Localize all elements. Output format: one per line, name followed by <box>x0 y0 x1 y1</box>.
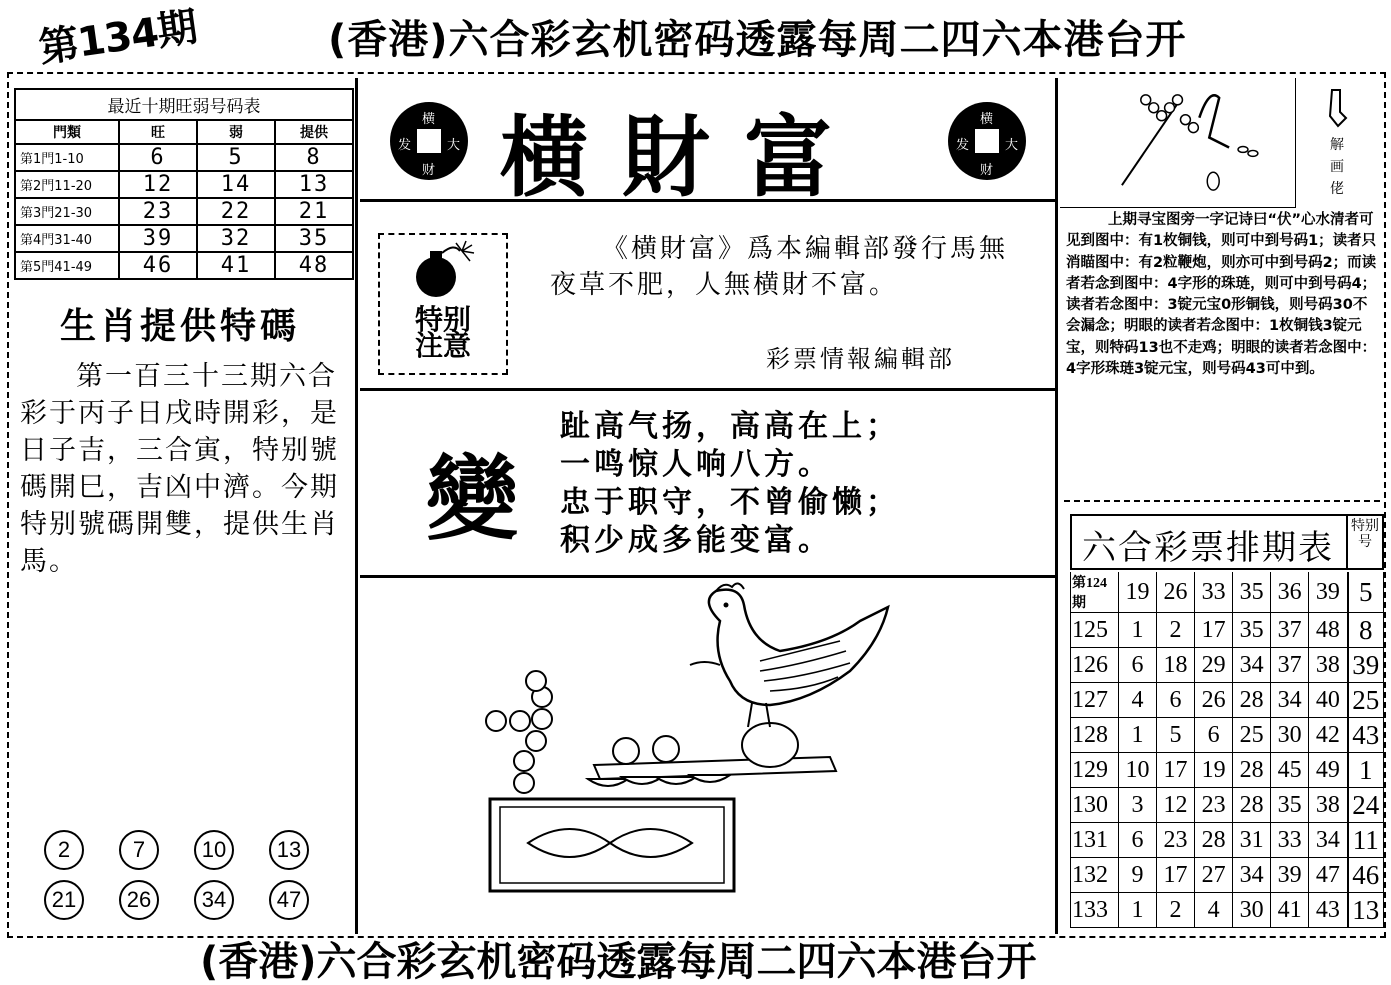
poem-line: 忠于职守，不曾偷懒； <box>560 485 900 520</box>
notice-box <box>378 233 508 375</box>
number-cell: 41 <box>1271 893 1309 928</box>
poem-line: 一鸣惊人响八方。 <box>560 447 832 482</box>
cell-value: 48 <box>275 252 353 279</box>
issue-cell: 133 <box>1071 893 1119 928</box>
row-label: 第1門1-10 <box>15 144 119 171</box>
schedule-table <box>1070 572 1384 928</box>
issue-cell: 129 <box>1071 753 1119 788</box>
issue-cell: 126 <box>1071 648 1119 683</box>
table-row <box>1071 858 1384 893</box>
table-row <box>15 144 353 171</box>
cell-value: 21 <box>275 198 353 225</box>
cell-value: 41 <box>197 252 275 279</box>
special-number-cell: 13 <box>1348 893 1384 928</box>
number-cell: 31 <box>1233 823 1271 858</box>
number-cell: 48 <box>1309 613 1348 648</box>
issue-cell: 127 <box>1071 683 1119 718</box>
number-cell: 34 <box>1309 823 1348 858</box>
poem-line: 积少成多能变富。 <box>560 523 832 558</box>
notice-label: 特别 注意 <box>414 303 471 362</box>
cell-value: 32 <box>197 225 275 252</box>
number-cell: 37 <box>1271 613 1309 648</box>
number-cell: 4 <box>1119 683 1157 718</box>
table-row <box>1071 753 1384 788</box>
schedule-title: 六合彩票排期表 <box>1082 528 1334 568</box>
row-label: 第5門41-49 <box>15 252 119 279</box>
cell-value: 35 <box>275 225 353 252</box>
cell-value: 46 <box>119 252 197 279</box>
issue-cell: 131 <box>1071 823 1119 858</box>
number-cell: 33 <box>1195 572 1233 613</box>
cell-value: 14 <box>197 171 275 198</box>
zodiac-title: 生肖提供特碼 <box>59 306 300 347</box>
cell-value: 5 <box>197 144 275 171</box>
number-cell: 9 <box>1119 858 1157 893</box>
number-cell: 6 <box>1195 718 1233 753</box>
number-cell: 2 <box>1157 613 1195 648</box>
cell-value: 12 <box>119 171 197 198</box>
number-cell: 43 <box>1309 893 1348 928</box>
poem-line: 趾高气扬，高高在上； <box>560 409 900 444</box>
special-number-cell: 11 <box>1348 823 1384 858</box>
number-cell: 34 <box>1233 648 1271 683</box>
issue-cell: 132 <box>1071 858 1119 893</box>
number-cell: 19 <box>1195 753 1233 788</box>
number-cell: 30 <box>1233 893 1271 928</box>
issue-number: 第134期 <box>36 4 200 72</box>
number-cell: 1 <box>1119 893 1157 928</box>
pointing-hand-icon <box>1324 86 1350 130</box>
strength-table <box>14 88 354 280</box>
cell-value: 6 <box>119 144 197 171</box>
poem-character: 變 <box>426 445 519 553</box>
number-ball: 7 <box>119 830 159 870</box>
number-cell: 23 <box>1195 788 1233 823</box>
row-label: 第4門31-40 <box>15 225 119 252</box>
number-cell: 27 <box>1195 858 1233 893</box>
special-number-cell: 1 <box>1348 753 1384 788</box>
bomb-icon <box>410 241 480 301</box>
coin-icon: 横 大 财 发 <box>948 102 1026 180</box>
number-cell: 29 <box>1195 648 1233 683</box>
issue-cell: 第124期 <box>1071 572 1119 613</box>
zodiac-body: 第一百三十三期六合彩于丙子日戌時開彩，是日子吉，三合寅，特别號碼開巳，吉凶中濟。今期特别號碼開雙，提供生肖馬。 <box>20 361 339 577</box>
number-cell: 33 <box>1271 823 1309 858</box>
number-ball: 47 <box>269 880 309 920</box>
number-cell: 26 <box>1195 683 1233 718</box>
number-cell: 47 <box>1309 858 1348 893</box>
masthead <box>360 78 1055 209</box>
cell-value: 23 <box>119 198 197 225</box>
number-cell: 36 <box>1271 572 1309 613</box>
number-cell: 45 <box>1271 753 1309 788</box>
number-cell: 28 <box>1195 823 1233 858</box>
issue-cell: 128 <box>1071 718 1119 753</box>
rooster-illustration <box>360 581 1055 934</box>
number-cell: 1 <box>1119 613 1157 648</box>
number-ball: 10 <box>194 830 234 870</box>
special-number-cell: 39 <box>1348 648 1384 683</box>
number-cell: 17 <box>1195 613 1233 648</box>
number-ball: 34 <box>194 880 234 920</box>
strength-table-header <box>15 120 353 144</box>
poem-section <box>360 394 1055 578</box>
number-cell: 5 <box>1157 718 1195 753</box>
number-cell: 35 <box>1233 572 1271 613</box>
issue-cell: 125 <box>1071 613 1119 648</box>
cell-value: 22 <box>197 198 275 225</box>
number-cell: 19 <box>1119 572 1157 613</box>
schedule-header <box>1070 514 1384 570</box>
number-cell: 38 <box>1309 648 1348 683</box>
column-header: 提供 <box>275 120 353 144</box>
number-ball: 26 <box>119 880 159 920</box>
number-cell: 17 <box>1157 858 1195 893</box>
number-cell: 39 <box>1271 858 1309 893</box>
riddle-text: 上期寻宝图旁一字记诗曰“伏”心水清者可见到图中：有1枚铜钱，则可中到号码1；读者只消瞄图中：有2粒鞭炮，则亦可中到号码2；而读者若念到图中：4字形的珠琏，则可中到号码4；读者若念图中：3锭元宝0形铜钱，则号码30不会漏念；明眼的读者若念图中：1枚铜钱3锭元宝，则特码13也不走鸡；明眼的读者若念图中：4字形珠琏3锭元宝，则号码43可中到。 <box>1064 210 1380 502</box>
table-row <box>15 171 353 198</box>
table-row <box>15 252 353 279</box>
page-header <box>0 0 1391 72</box>
masthead-title: 横財富 <box>500 105 867 209</box>
number-cell: 35 <box>1271 788 1309 823</box>
table-row <box>1071 823 1384 858</box>
cell-value: 13 <box>275 171 353 198</box>
poem-lines <box>560 408 900 560</box>
cell-value: 39 <box>119 225 197 252</box>
number-cell: 2 <box>1157 893 1195 928</box>
table-row <box>1071 648 1384 683</box>
table-row <box>1071 718 1384 753</box>
row-label: 第3門21-30 <box>15 198 119 225</box>
number-cell: 4 <box>1195 893 1233 928</box>
number-cell: 28 <box>1233 753 1271 788</box>
number-cell: 6 <box>1119 823 1157 858</box>
number-cell: 6 <box>1119 648 1157 683</box>
number-cell: 49 <box>1309 753 1348 788</box>
special-number-cell: 46 <box>1348 858 1384 893</box>
ball-grid <box>44 830 344 920</box>
middle-column <box>360 78 1058 934</box>
footer-text: (香港)六合彩玄机密码透露每周二四六本港台开 <box>200 939 1037 985</box>
special-number-cell: 8 <box>1348 613 1384 648</box>
number-cell: 23 <box>1157 823 1195 858</box>
special-number-cell: 24 <box>1348 788 1384 823</box>
number-ball: 2 <box>44 830 84 870</box>
number-cell: 34 <box>1271 683 1309 718</box>
number-cell: 1 <box>1119 718 1157 753</box>
issue-cell: 130 <box>1071 788 1119 823</box>
column-header: 弱 <box>197 120 275 144</box>
number-ball: 21 <box>44 880 84 920</box>
cell-value: 8 <box>275 144 353 171</box>
number-cell: 28 <box>1233 683 1271 718</box>
number-cell: 35 <box>1233 613 1271 648</box>
puzzle-side-label: 解 画 佬 <box>1330 137 1344 197</box>
special-number-label: 特别号 <box>1346 516 1382 568</box>
strength-table-caption: 最近十期旺弱号码表 <box>14 88 354 119</box>
table-row <box>15 225 353 252</box>
notice-section <box>360 205 1055 391</box>
number-cell: 42 <box>1309 718 1348 753</box>
number-ball: 13 <box>269 830 309 870</box>
table-row <box>1071 788 1384 823</box>
column-header: 旺 <box>119 120 197 144</box>
notice-signature: 彩票情報編輯部 <box>766 345 955 373</box>
number-cell: 18 <box>1157 648 1195 683</box>
number-cell: 37 <box>1271 648 1309 683</box>
table-row <box>1071 572 1384 613</box>
page-title: (香港)六合彩玄机密码透露每周二四六本港台开 <box>328 17 1187 63</box>
number-cell: 40 <box>1309 683 1348 718</box>
number-cell: 28 <box>1233 788 1271 823</box>
coin-icon: 横 大 财 发 <box>390 102 468 180</box>
special-number-cell: 25 <box>1348 683 1384 718</box>
number-cell: 34 <box>1233 858 1271 893</box>
number-cell: 38 <box>1309 788 1348 823</box>
number-cell: 25 <box>1233 718 1271 753</box>
number-cell: 39 <box>1309 572 1348 613</box>
table-row <box>1071 613 1384 648</box>
left-column <box>10 78 358 934</box>
number-cell: 6 <box>1157 683 1195 718</box>
right-column <box>1060 78 1382 934</box>
column-header: 門類 <box>15 120 119 144</box>
number-cell: 12 <box>1157 788 1195 823</box>
special-number-cell: 43 <box>1348 718 1384 753</box>
table-row <box>1071 893 1384 928</box>
row-label: 第2門11-20 <box>15 171 119 198</box>
number-cell: 30 <box>1271 718 1309 753</box>
special-number-cell: 5 <box>1348 572 1384 613</box>
table-row <box>15 198 353 225</box>
notice-text: 《横財富》爲本編輯部發行馬無夜草不肥，人無横財不富。 <box>550 234 1009 300</box>
number-cell: 10 <box>1119 753 1157 788</box>
number-cell: 26 <box>1157 572 1195 613</box>
number-cell: 17 <box>1157 753 1195 788</box>
table-row <box>1071 683 1384 718</box>
puzzle-image <box>1060 78 1296 208</box>
number-cell: 3 <box>1119 788 1157 823</box>
